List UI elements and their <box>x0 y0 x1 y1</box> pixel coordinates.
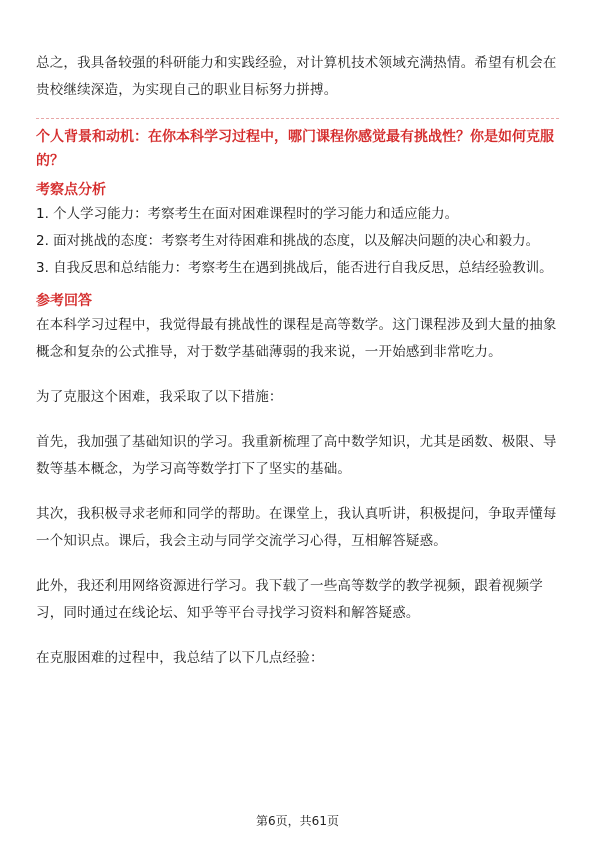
page-number: 第6页，共61页 <box>256 814 339 828</box>
analysis-item: 2. 面对挑战的态度：考察考生对待困难和挑战的态度，以及解决问题的决心和毅力。 <box>36 233 540 249</box>
section-divider <box>36 118 559 119</box>
analysis-item: 1. 个人学习能力：考察考生在面对困难课程时的学习能力和适应能力。 <box>36 206 459 222</box>
answer-paragraph: 此外，我还利用网络资源进行学习。我下载了一些高等数学的教学视频，跟着视频学习，同时通过在线论坛、知乎等平台寻找学习资料和解答疑惑。 <box>36 578 543 621</box>
answer-paragraph: 为了克服这个困难，我采取了以下措施： <box>36 389 283 405</box>
answer-paragraph: 在本科学习过程中，我觉得最有挑战性的课程是高等数学。这门课程涉及到大量的抽象概念和复杂的公式推导，对于数学基础薄弱的我来说，一开始感到非常吃力。 <box>36 317 557 360</box>
answer-title: 参考回答 <box>36 293 92 309</box>
answer-paragraph: 其次，我积极寻求老师和同学的帮助。在课堂上，我认真听讲，积极提问，争取弄懂每一个知识点。课后，我会主动与同学交流学习心得，互相解答疑惑。 <box>36 506 557 549</box>
intro-paragraph: 总之，我具备较强的科研能力和实践经验，对计算机技术领域充满热情。希望有机会在贵校继续深造，为实现自己的职业目标努力拼搏。 <box>36 55 557 98</box>
question-heading: 个人背景和动机：在你本科学习过程中，哪门课程你感觉最有挑战性？你是如何克服的？ <box>36 129 554 169</box>
analysis-title: 考察点分析 <box>36 182 106 198</box>
analysis-item: 3. 自我反思和总结能力：考察考生在遇到挑战后，能否进行自我反思，总结经验教训。 <box>36 260 553 276</box>
document-page <box>36 50 559 672</box>
answer-paragraph: 在克服困难的过程中，我总结了以下几点经验： <box>36 650 324 666</box>
answer-paragraph: 首先，我加强了基础知识的学习。我重新梳理了高中数学知识，尤其是函数、极限、导数等基本概念，为学习高等数学打下了坚实的基础。 <box>36 434 557 477</box>
